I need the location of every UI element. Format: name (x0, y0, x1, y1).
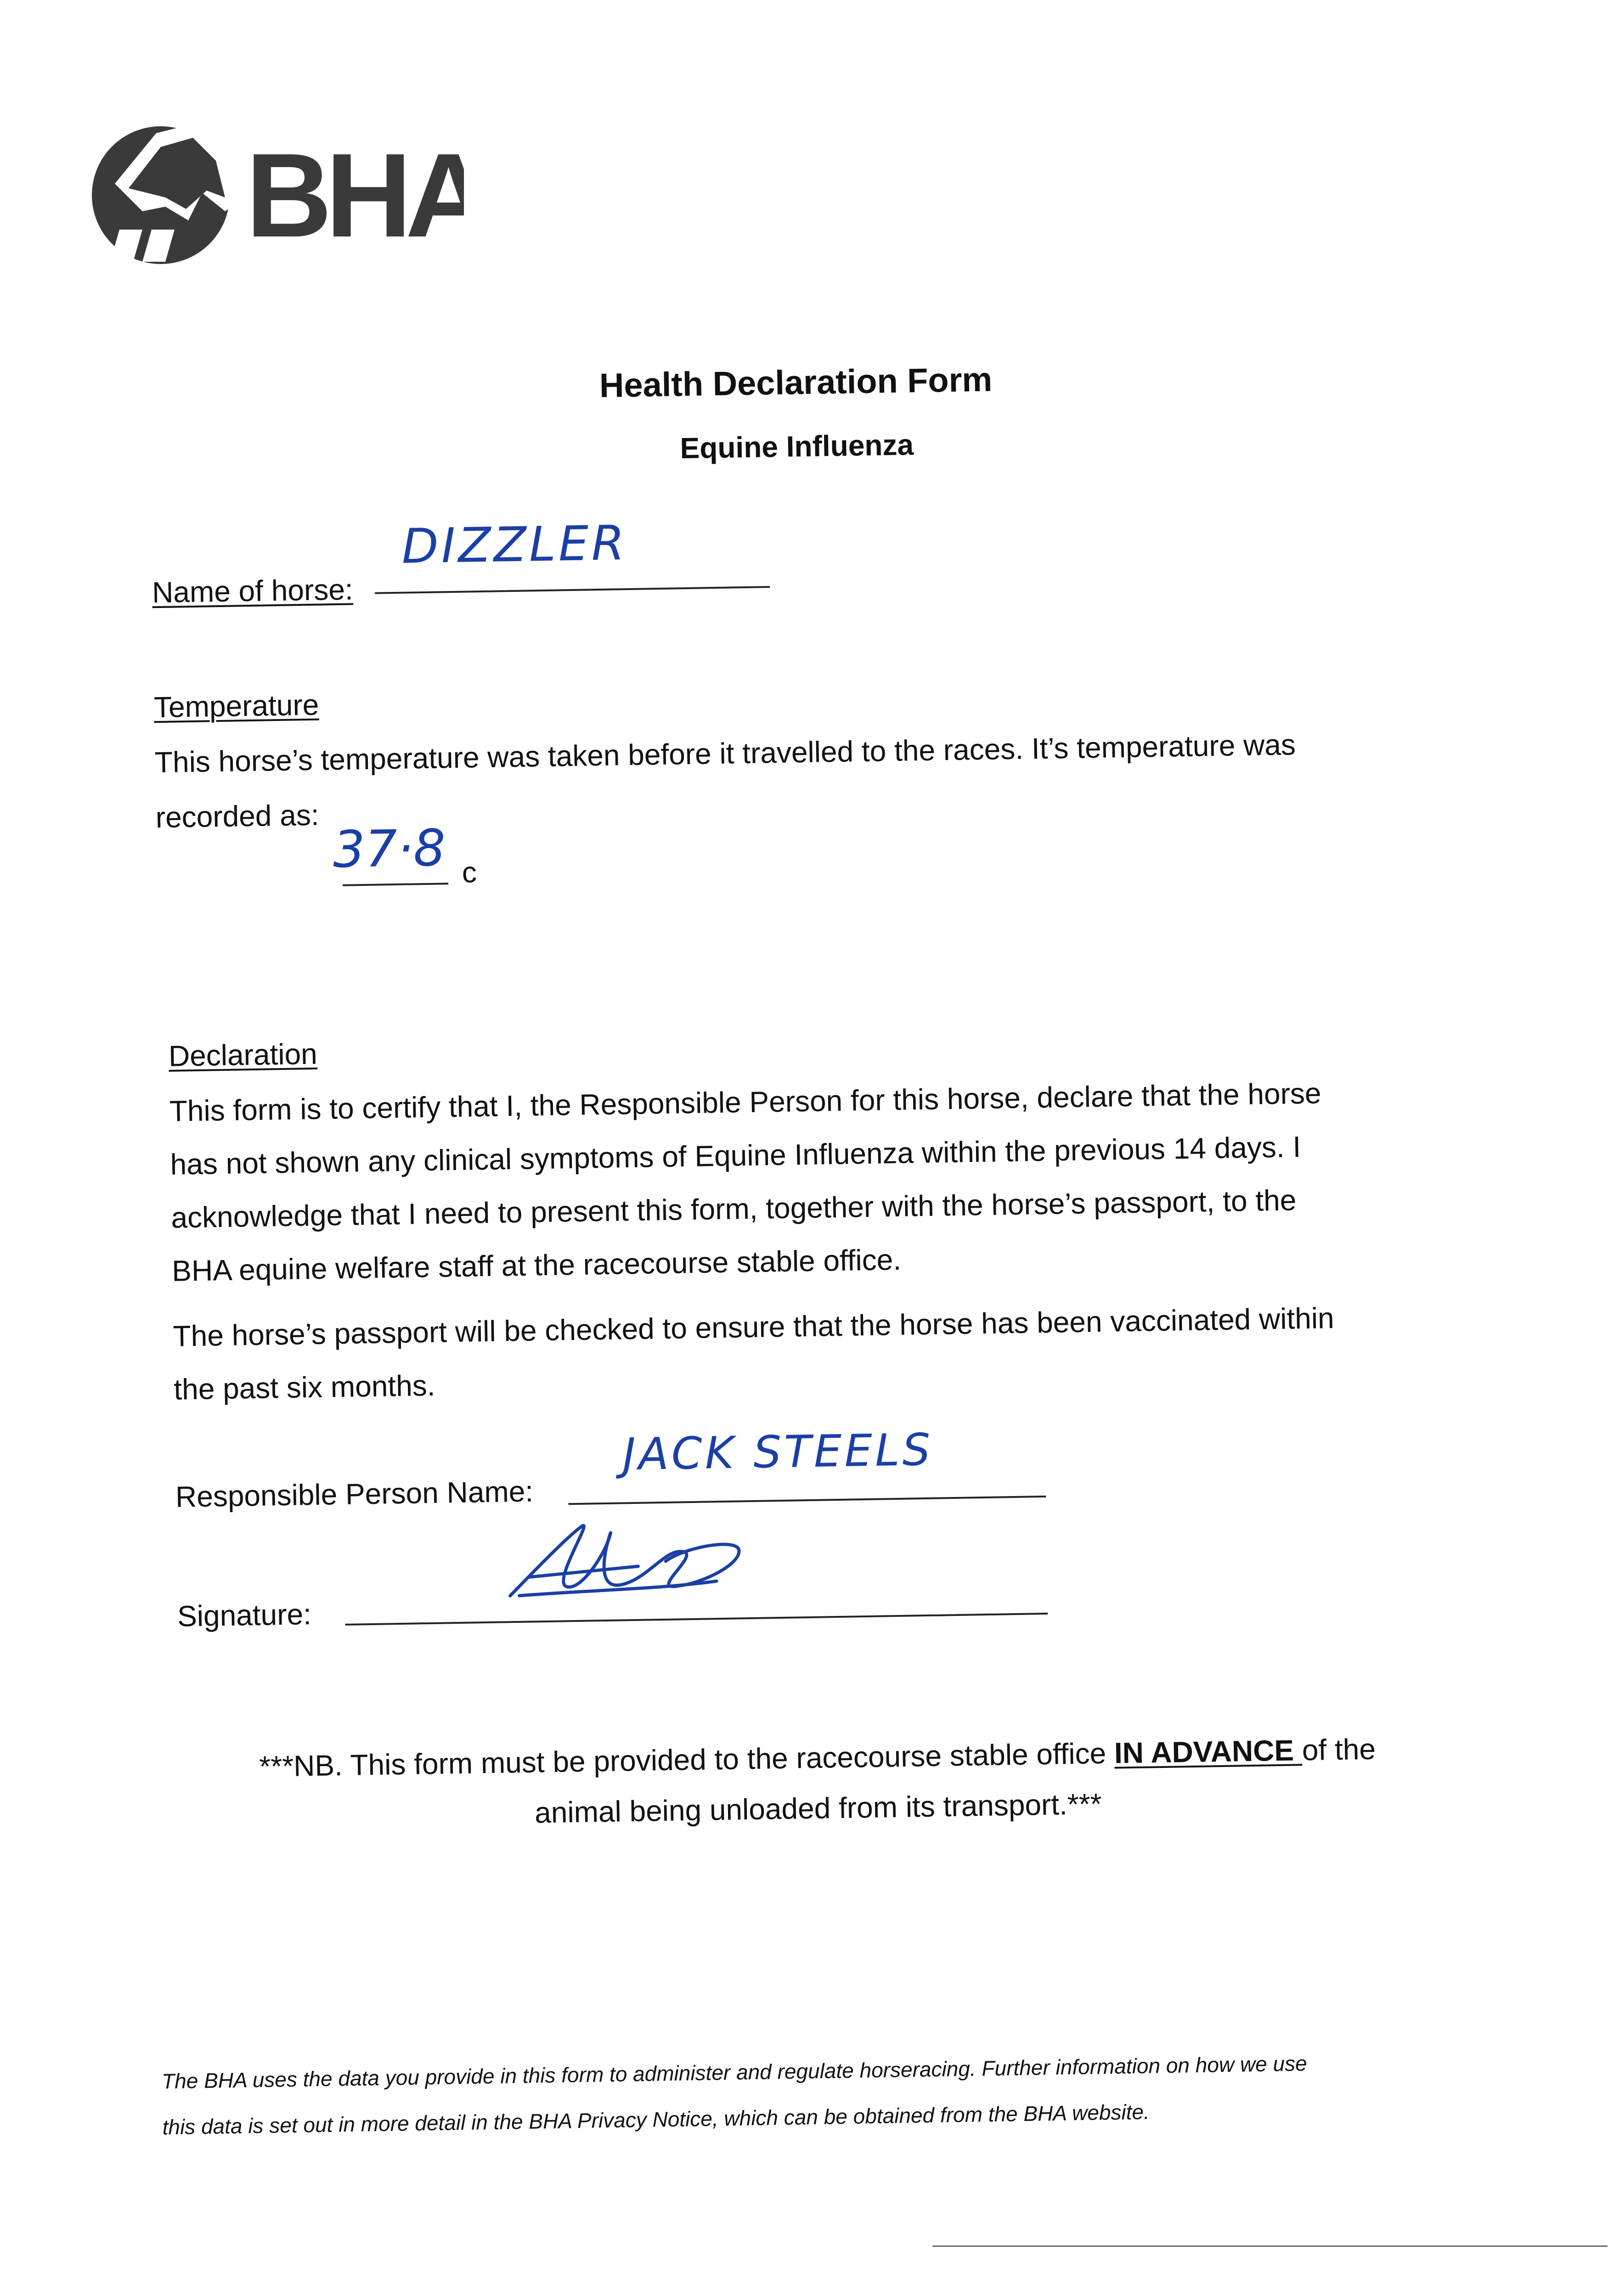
responsible-person-label: Responsible Person Name: (175, 1474, 534, 1514)
advance-notice-line2: animal being unloaded from its transport.*** (534, 1787, 1102, 1829)
declaration-line3: acknowledge that I need to present this form, together with the horse’s passport, to the (170, 1183, 1297, 1234)
declaration-line2: has not shown any clinical symptoms of Equine Influenza within the previous 14 days. I (170, 1130, 1301, 1181)
bottom-rule (932, 2245, 1608, 2247)
form-subtitle: Equine Influenza (680, 428, 914, 465)
horse-name-value: DIZZLER (401, 515, 628, 574)
declaration-line5: The horse’s passport will be checked to ensure that the horse has been vaccinated within (172, 1301, 1335, 1353)
form-title: Health Declaration Form (599, 360, 993, 405)
responsible-person-field[interactable] (568, 1424, 1046, 1505)
temperature-text-line1: This horse’s temperature was taken before it travelled to the races. It’s temperature was (154, 728, 1296, 779)
horse-name-label: Name of horse: (152, 573, 354, 609)
temperature-text-line2: recorded as: (155, 798, 320, 834)
signature-label: Signature: (177, 1598, 312, 1633)
responsible-person-value: JACK STEELS (622, 1424, 934, 1480)
privacy-line1: The BHA uses the data you provide in this form to administer and regulate horseracing. Further information on how we use (161, 2051, 1307, 2093)
signature-field[interactable] (344, 1560, 1048, 1626)
declaration-line6: the past six months. (173, 1368, 436, 1406)
horse-name-field[interactable] (374, 515, 770, 594)
logo-text: BHA (246, 129, 464, 262)
temperature-field[interactable] (332, 818, 448, 886)
declaration-line1: This form is to certify that I, the Responsible Person for this horse, declare that the horse (169, 1076, 1321, 1128)
notice-prefix: ***NB. This form must be provided to the racecourse stable office (259, 1736, 1115, 1783)
signature-scribble (499, 1496, 758, 1619)
declaration-heading: Declaration (168, 1037, 318, 1073)
notice-emphasis: IN ADVANCE (1114, 1733, 1303, 1770)
temperature-heading: Temperature (153, 688, 319, 724)
temperature-value: 37·8 (332, 818, 446, 879)
privacy-line2: this data is set out in more detail in the BHA Privacy Notice, which can be obtained from the BHA website. (162, 2099, 1150, 2139)
notice-suffix: of the (1302, 1732, 1376, 1767)
temperature-unit: c (462, 855, 477, 889)
declaration-line4: BHA equine welfare staff at the racecourse stable office. (171, 1243, 902, 1288)
